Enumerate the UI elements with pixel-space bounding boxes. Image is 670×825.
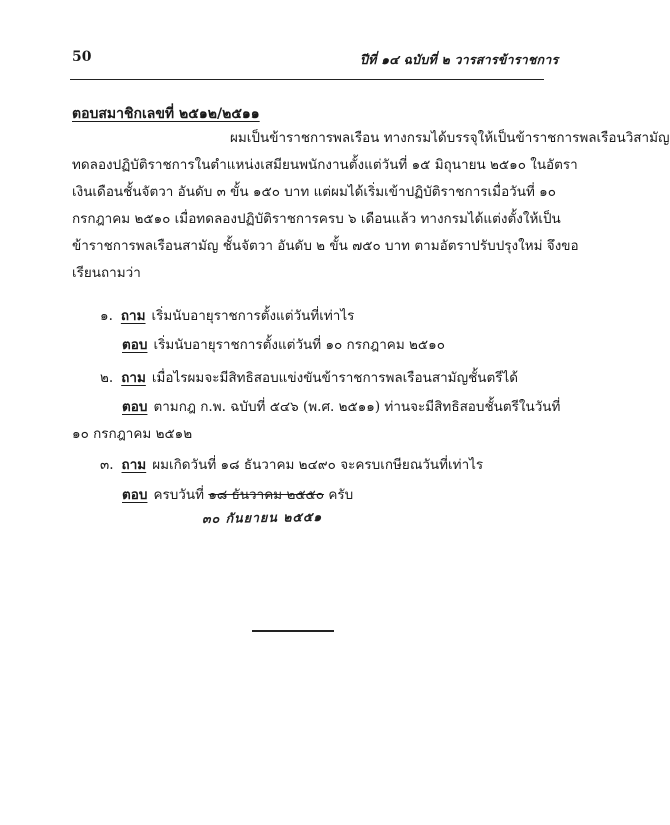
answer-2 xyxy=(122,397,560,417)
intro-line: กรกฎาคม ๒๕๑๐ เมื่อทดลองปฏิบัติราชการครบ ๖ เดือนแล้ว ทางกรมได้แต่งตั้งให้เป็น xyxy=(72,211,561,227)
intro-line: ผมเป็นข้าราชการพลเรือน ทางกรมได้บรรจุให้เป็นข้าราชการพลเรือนวิสามัญ xyxy=(230,130,670,146)
header-rule xyxy=(70,79,544,80)
intro-line: ข้าราชการพลเรือนสามัญ ชั้นจัตวา อันดับ ๒ ขั้น ๗๕๐ บาท ตามอัตราปรับปรุงใหม่ จึงขอ xyxy=(72,238,579,254)
handwritten-correction: ๓๐ กันยายน ๒๕๕๑ xyxy=(201,508,323,527)
answer-text: ตามกฎ ก.พ. ฉบับที่ ๕๔๖ (พ.ศ. ๒๕๑๑) ท่านจะมีสิทธิสอบชั้นตรีในวันที่ xyxy=(153,399,561,415)
question-text: ผมเกิดวันที่ ๑๘ ธันวาคม ๒๔๙๐ จะครบเกษียณวันที่เท่าไร xyxy=(152,457,484,473)
answer-3 xyxy=(122,485,353,505)
answer-suffix: ครับ xyxy=(328,487,354,503)
question-1 xyxy=(100,306,354,326)
question-number: ๒. xyxy=(100,370,114,386)
answer-1 xyxy=(122,335,445,355)
answer-2-continued: ๑๐ กรกฎาคม ๒๕๑๒ xyxy=(72,426,193,442)
question-label: ถาม xyxy=(120,308,146,324)
question-label: ถาม xyxy=(121,370,146,386)
answer-text: เริ่มนับอายุราชการตั้งแต่วันที่ ๑๐ กรกฎาคม ๒๕๑๐ xyxy=(153,337,445,353)
intro-line: ทดลองปฏิบัติราชการในตำแหน่งเสมียนพนักงานตั้งแต่วันที่ ๑๕ มิถุนายน ๒๕๑๐ ในอัตรา xyxy=(72,157,578,173)
answer-label: ตอบ xyxy=(122,337,148,353)
question-number: ๓. xyxy=(100,457,114,473)
answer-prefix: ครบวันที่ xyxy=(153,487,205,503)
answer-struck-date: ๑๘ ธันวาคม ๒๕๕๐ xyxy=(208,487,325,503)
question-3 xyxy=(100,455,483,475)
question-number: ๑. xyxy=(100,308,113,324)
question-text: เมื่อไรผมจะมีสิทธิสอบแข่งขันข้าราชการพลเรือนสามัญชั้นตรีได้ xyxy=(151,370,519,386)
intro-line: เรียนถามว่า xyxy=(72,265,141,281)
running-header: ปีที่ ๑๔ ฉบับที่ ๒ วารสารข้าราชการ xyxy=(360,52,559,67)
question-text: เริ่มนับอายุราชการตั้งแต่วันที่เท่าไร xyxy=(151,308,355,324)
page-number: 50 xyxy=(72,49,92,65)
intro-line: เงินเดือนชั้นจัตวา อันดับ ๓ ขั้น ๑๕๐ บาท แต่ผมได้เริ่มเข้าปฏิบัติราชการเมื่อวันที่ ๑๐ xyxy=(72,184,556,200)
question-2 xyxy=(100,368,518,388)
answer-label: ตอบ xyxy=(122,487,148,503)
end-rule xyxy=(252,630,334,632)
section-heading: ตอบสมาชิกเลขที่ ๒๕๑๒/๒๕๑๑ xyxy=(72,106,260,122)
question-label: ถาม xyxy=(121,457,147,473)
answer-label: ตอบ xyxy=(122,399,148,415)
